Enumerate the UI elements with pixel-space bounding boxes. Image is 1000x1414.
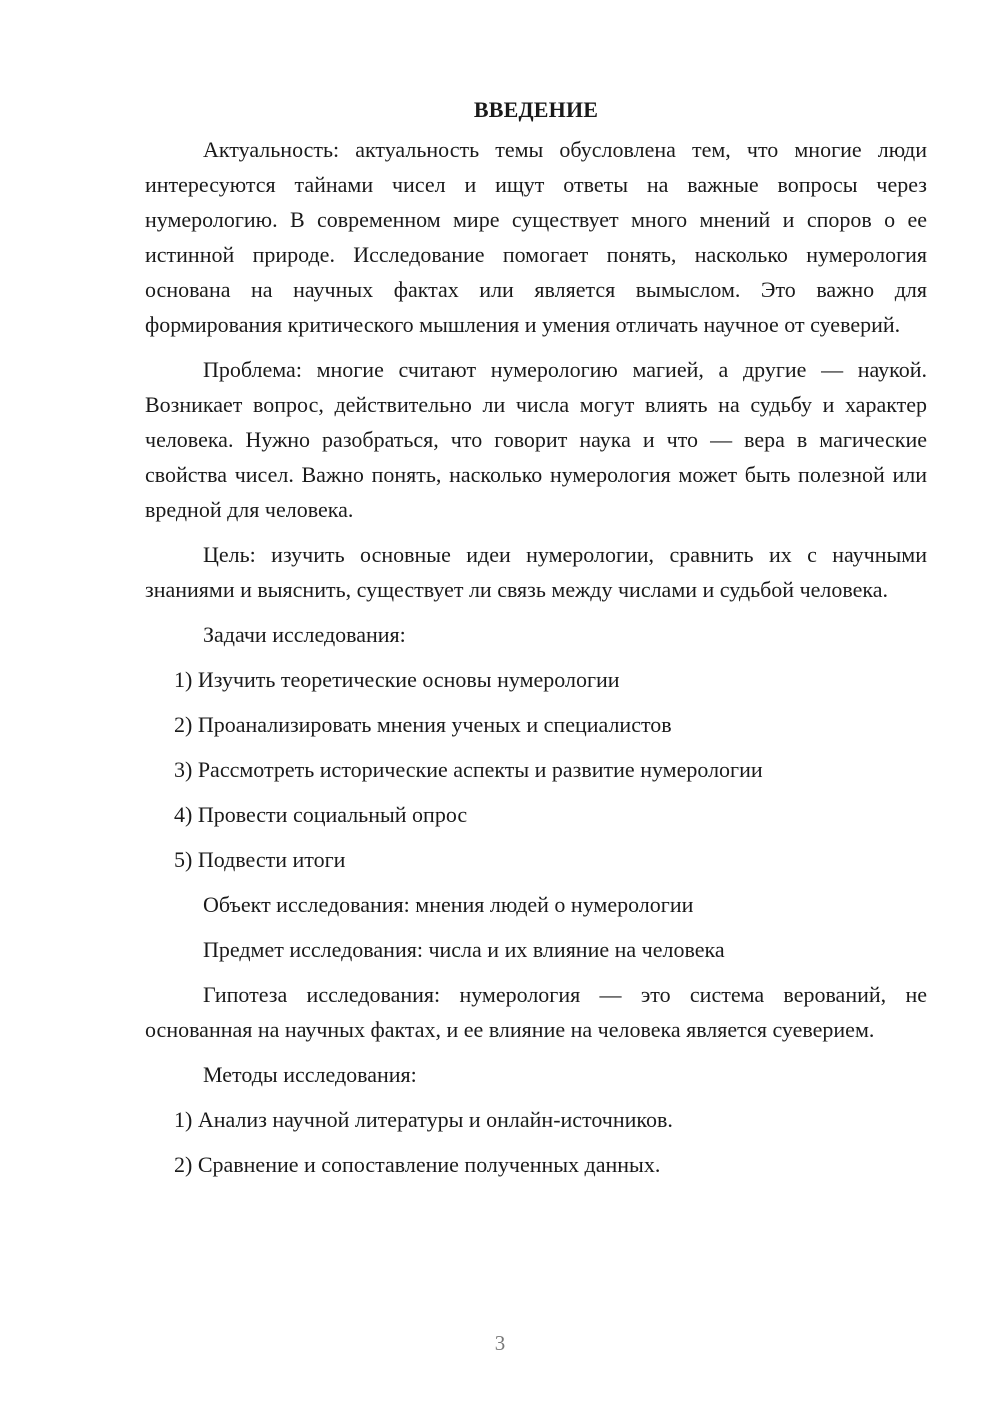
list-item: 1) Изучить теоретические основы нумерологии bbox=[174, 667, 620, 692]
list-item: 2) Сравнение и сопоставление полученных данных. bbox=[174, 1152, 661, 1177]
methods-list bbox=[145, 1102, 927, 1182]
list-item: 4) Провести социальный опрос bbox=[174, 802, 468, 827]
tasks-label: Задачи исследования: bbox=[203, 622, 406, 647]
section-title: ВВЕДЕНИЕ bbox=[473, 97, 599, 122]
document-page bbox=[145, 92, 927, 1192]
problem-paragraph: Проблема: многие считают нумерологию магией, а другие — наукой. Возникает вопрос, действительно ли числа могут влиять на судьбу и характер человека. Нужно разобраться, что говорит наука и что — вера в магические свойства чисел. Важно понять, насколько нумерология может быть полезной или вредной для человека. bbox=[145, 357, 927, 522]
list-item: 3) Рассмотреть исторические аспекты и развитие нумерологии bbox=[174, 757, 763, 782]
relevance-paragraph: Актуальность: актуальность темы обусловлена тем, что многие люди интересуются тайнами чисел и ищут ответы на важные вопросы через нумерологию. В современном мире существует много мнений и споров о ее истинной природе. Исследование помогает понять, насколько нумерология основана на научных фактах или является вымыслом. Это важно для формирования критического мышления и умения отличать научное от суеверий. bbox=[145, 137, 927, 337]
list-item: 1) Анализ научной литературы и онлайн-источников. bbox=[174, 1107, 673, 1132]
hypothesis-paragraph: Гипотеза исследования: нумерология — это система верований, не основанная на научных фактах, и ее влияние на человека является суеверием. bbox=[145, 982, 927, 1042]
list-item: 2) Проанализировать мнения ученых и специалистов bbox=[174, 712, 672, 737]
list-item: 5) Подвести итоги bbox=[174, 847, 346, 872]
page-number: 3 bbox=[494, 1331, 506, 1355]
methods-label: Методы исследования: bbox=[203, 1062, 417, 1087]
object-line: Объект исследования: мнения людей о нумерологии bbox=[203, 892, 694, 917]
tasks-list bbox=[145, 662, 927, 877]
goal-paragraph: Цель: изучить основные идеи нумерологии, сравнить их с научными знаниями и выяснить, существует ли связь между числами и судьбой человека. bbox=[145, 542, 927, 602]
subject-line: Предмет исследования: числа и их влияние на человека bbox=[203, 937, 725, 962]
